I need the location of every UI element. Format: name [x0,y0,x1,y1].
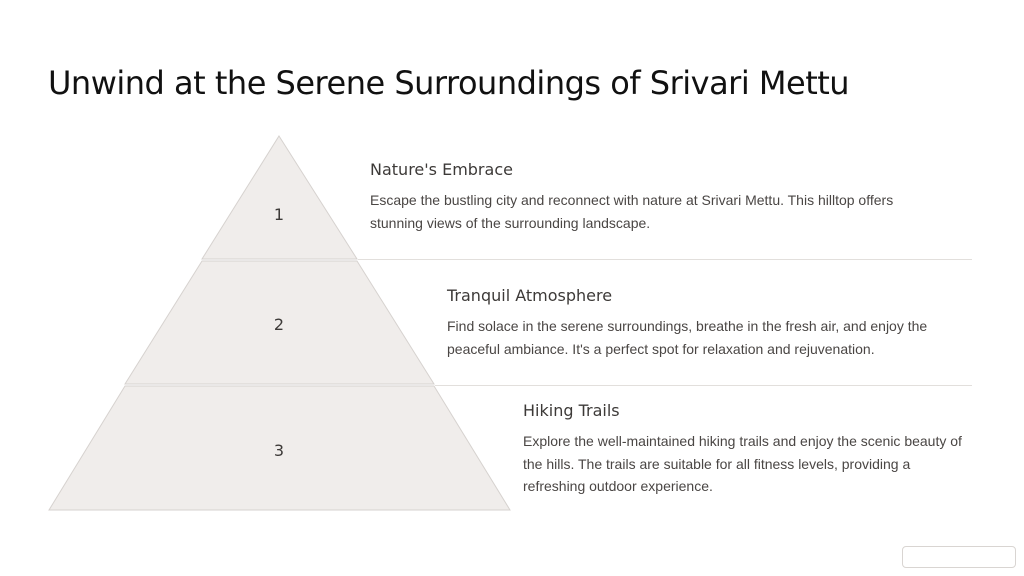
corner-badge [902,546,1016,568]
tier-item-1 [370,160,930,234]
tier-divider-1 [358,259,972,260]
tier-number-1: 1 [273,205,285,224]
tier-item-3 [523,401,973,498]
tier-text-1: Escape the bustling city and reconnect with nature at Srivari Mettu. This hilltop offers stunning views of the surrounding landscape. [370,192,894,231]
pyramid-tier-1 [202,136,357,259]
tier-text-2: Find solace in the serene surroundings, breathe in the fresh air, and enjoy the peaceful ambiance. It's a perfect spot for relaxation and rejuvenation. [447,318,928,357]
slide-title: Unwind at the Serene Surroundings of Srivari Mettu [48,64,850,102]
tier-heading-2: Tranquil Atmosphere [447,286,613,305]
tier-heading-1: Nature's Embrace [370,160,513,179]
tier-heading-3: Hiking Trails [523,401,620,420]
tier-number-2: 2 [273,315,285,334]
tier-text-3: Explore the well-maintained hiking trails and enjoy the scenic beauty of the hills. The trails are suitable for all fitness levels, providing a refreshing outdoor experience. [523,433,962,494]
tier-number-3: 3 [273,441,285,460]
tier-item-2 [447,286,957,360]
tier-divider-2 [435,385,972,386]
